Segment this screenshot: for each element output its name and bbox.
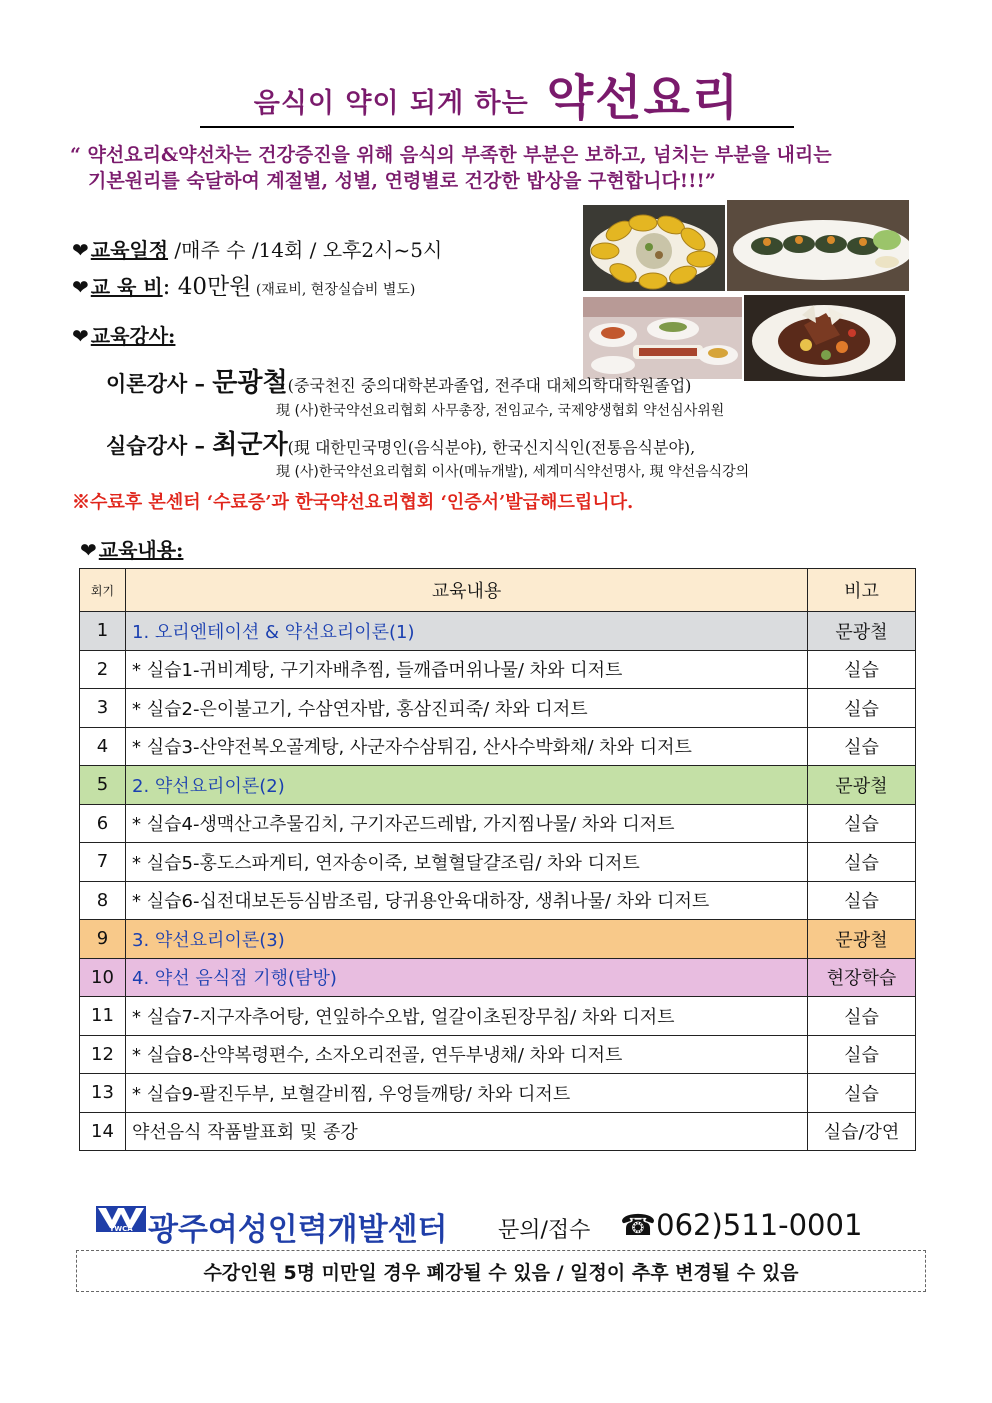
- session-content: * 실습9-팔진두부, 보혈갈비찜, 우엉들깨탕/ 차와 디저트: [126, 1074, 808, 1113]
- table-row: [80, 997, 916, 1036]
- instructors-colon: :: [168, 324, 176, 348]
- table-row: [80, 920, 916, 959]
- table-row: [80, 612, 916, 651]
- table-row: [80, 1035, 916, 1074]
- schedule-label: 교육일정: [90, 238, 169, 262]
- instructor-role: 이론강사 –: [106, 371, 213, 396]
- session-number: 14: [80, 1112, 126, 1151]
- inquiry-label: 문의/접수: [498, 1218, 591, 1243]
- session-content: * 실습1-귀비계탕, 구기자배추찜, 들깨즙머위나물/ 차와 디저트: [126, 650, 808, 689]
- table-header-row: [80, 569, 916, 612]
- phone-value: 062)511-0001: [656, 1208, 863, 1242]
- header-note: 비고: [808, 569, 916, 612]
- heart-icon: ❤: [80, 538, 97, 562]
- instructors-label: 교육강사: [90, 324, 169, 348]
- instructor-detail: (중국천진 중의대학본과졸업, 전주대 대체의학대학원졸업): [287, 376, 692, 395]
- session-note: 실습: [808, 997, 916, 1036]
- session-number: 11: [80, 997, 126, 1036]
- session-number: 9: [80, 920, 126, 959]
- session-content: * 실습2-은이불고기, 수삼연자밥, 홍삼진피죽/ 차와 디저트: [126, 689, 808, 728]
- session-note: 문광철: [808, 612, 916, 651]
- table-row: [80, 843, 916, 882]
- session-note: 실습/강연: [808, 1112, 916, 1151]
- table-row: [80, 650, 916, 689]
- session-content: * 실습6-십전대보돈등심밤조림, 당귀용안육대하장, 생취나물/ 차와 디저트: [126, 881, 808, 920]
- disclaimer-box: [76, 1250, 926, 1292]
- session-content: 1. 오리엔테이션 & 약선요리이론(1): [126, 612, 808, 651]
- heart-icon: ❤: [72, 275, 89, 299]
- table-row: [80, 766, 916, 805]
- content-heading: [80, 534, 183, 563]
- session-note: 실습: [808, 689, 916, 728]
- food-photo-1: [583, 205, 725, 291]
- table-row: [80, 804, 916, 843]
- session-content: 4. 약선 음식점 기행(탐방): [126, 958, 808, 997]
- fee-info: [72, 268, 415, 301]
- title-tagline: 음식이 약이 되게 하는: [253, 88, 529, 119]
- instructors-heading: [72, 320, 175, 349]
- fee-value: : 40만원: [162, 274, 252, 300]
- instructor-theory-sub: 現 (사)한국약선요리협회 사무총장, 전임교수, 국제양생협회 약선심사위원: [276, 403, 725, 419]
- session-content: 3. 약선요리이론(3): [126, 920, 808, 959]
- session-content: 약선음식 작품발표회 및 종강: [126, 1112, 808, 1151]
- session-note: 실습: [808, 843, 916, 882]
- session-number: 13: [80, 1074, 126, 1113]
- session-number: 2: [80, 650, 126, 689]
- session-number: 6: [80, 804, 126, 843]
- certificate-notice: ※수료후 본센터 ‘수료증’과 한국약선요리협회 ‘인증서’발급해드립니다.: [72, 492, 634, 513]
- session-note: 실습: [808, 881, 916, 920]
- heart-icon: ❤: [72, 324, 89, 348]
- session-content: * 실습4-생맥산고추물김치, 구기자곤드레밥, 가지찜나물/ 차와 디저트: [126, 804, 808, 843]
- session-number: 8: [80, 881, 126, 920]
- session-number: 1: [80, 612, 126, 651]
- instructor-name: 최군자: [212, 430, 288, 460]
- instructor-theory: [106, 362, 691, 399]
- session-note: 실습: [808, 1035, 916, 1074]
- session-note: 실습: [808, 1074, 916, 1113]
- schedule-value: /매주 수 /14회 / 오후2시~5시: [168, 238, 443, 262]
- intro-quote-line-2: 기본원리를 숙달하여 계절별, 성별, 연령별로 건강한 밥상을 구현합니다!!!”: [88, 170, 716, 192]
- organization-name: 광주여성인력개발센터: [148, 1212, 448, 1248]
- phone-number: [620, 1208, 862, 1242]
- content-label: 교육내용: [98, 538, 177, 562]
- curriculum-table: [79, 568, 916, 1151]
- session-note: 실습: [808, 727, 916, 766]
- session-note: 실습: [808, 650, 916, 689]
- instructor-name: 문광철: [212, 368, 288, 398]
- table-row: [80, 689, 916, 728]
- intro-quote-line-1: “ 약선요리&약선차는 건강증진을 위해 음식의 부족한 부분은 보하고, 넘치는 부분을 내리는: [70, 144, 832, 166]
- table-row: [80, 958, 916, 997]
- heart-icon: ❤: [72, 238, 89, 262]
- ywca-logo: [96, 1206, 146, 1236]
- title-main: 약선요리: [546, 70, 741, 126]
- table-row: [80, 1112, 916, 1151]
- session-number: 12: [80, 1035, 126, 1074]
- logo-text: YWCA: [109, 1225, 133, 1232]
- session-number: 10: [80, 958, 126, 997]
- content-colon: :: [176, 538, 184, 562]
- schedule-info: [72, 234, 442, 263]
- session-content: * 실습7-지구자추어탕, 연잎하수오밥, 얼갈이초된장무침/ 차와 디저트: [126, 997, 808, 1036]
- table-row: [80, 881, 916, 920]
- session-content: * 실습8-산약복령편수, 소자오리전골, 연두부냉채/ 차와 디저트: [126, 1035, 808, 1074]
- table-row: [80, 1074, 916, 1113]
- instructor-practice: [106, 424, 695, 461]
- session-number: 7: [80, 843, 126, 882]
- session-number: 5: [80, 766, 126, 805]
- phone-icon: ☎: [620, 1208, 657, 1242]
- session-content: 2. 약선요리이론(2): [126, 766, 808, 805]
- food-photo-4: [744, 295, 905, 381]
- instructor-detail: (現 대한민국명인(음식분야), 한국신지식인(전통음식분야),: [287, 438, 696, 457]
- session-content: * 실습3-산약전복오골계탕, 사군자수삼튀김, 산사수박화채/ 차와 디저트: [126, 727, 808, 766]
- session-number: 3: [80, 689, 126, 728]
- session-note: 문광철: [808, 920, 916, 959]
- table-row: [80, 727, 916, 766]
- instructor-role: 실습강사 –: [106, 433, 213, 458]
- disclaimer-text: 수강인원 5명 미만일 경우 폐강될 수 있음 / 일정이 추후 변경될 수 있음: [203, 1261, 799, 1284]
- header-session: 회기: [80, 569, 126, 612]
- header-content: 교육내용: [126, 569, 808, 612]
- instructor-practice-sub: 現 (사)한국약선요리협회 이사(메뉴개발), 세계미식약선명사, 現 약선음식강의: [276, 464, 750, 480]
- session-note: 문광철: [808, 766, 916, 805]
- fee-note: (재료비, 현장실습비 별도): [251, 282, 416, 298]
- session-content: * 실습5-홍도스파게티, 연자송이죽, 보혈혈달걀조림/ 차와 디저트: [126, 843, 808, 882]
- session-note: 현장학습: [808, 958, 916, 997]
- session-note: 실습: [808, 804, 916, 843]
- page-title: [200, 64, 794, 128]
- food-photo-2: [727, 200, 909, 291]
- session-number: 4: [80, 727, 126, 766]
- fee-label: 교 육 비: [90, 275, 163, 299]
